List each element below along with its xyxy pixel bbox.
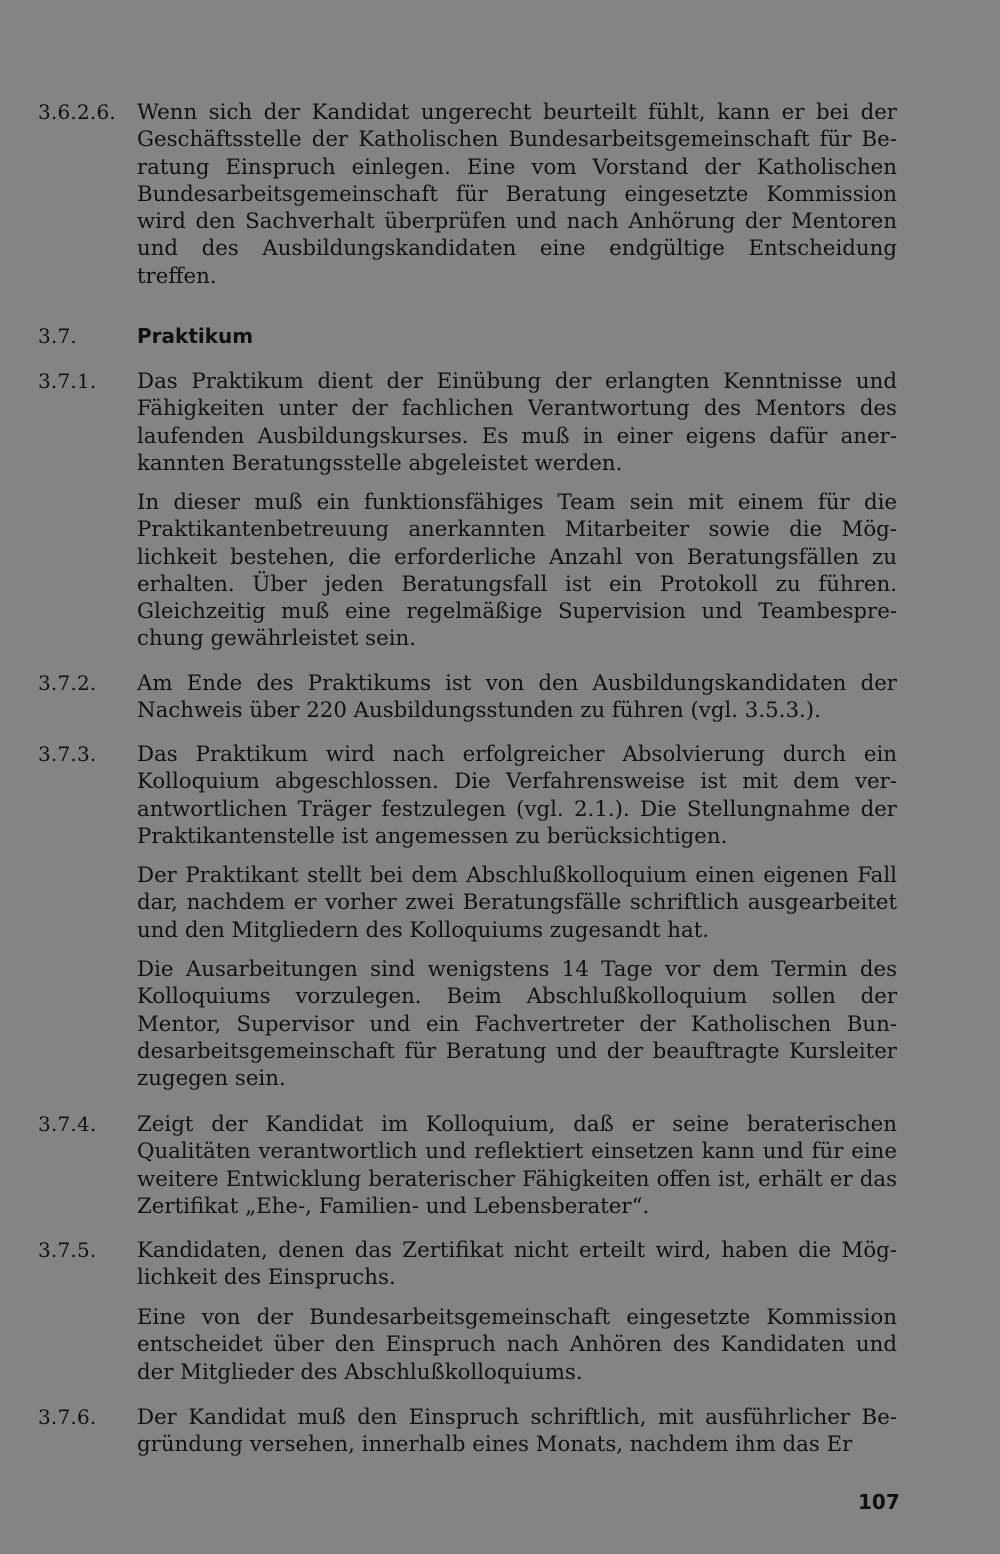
section-number: 3.6.2.6.: [38, 100, 116, 124]
section-number: 3.7.: [38, 324, 77, 348]
paragraph: Eine von der Bundesarbeitsgemeinschaft eingesetzte Kommission entscheidet über den Einspruch nach Anhören des Kandidaten und der Mitglieder des Abschlußkolloquiums.: [137, 1305, 897, 1385]
paragraph: In dieser muß ein funktionsfähiges Team sein mit einem für die Praktikantenbetreuung anerkannten Mitarbeiter sowie die Möglichkeit bestehen, die erforderliche Anzahl von Beratungsfällen zu erhalten. Über jeden Beratungsfall ist ein Protokoll zu führen. Gleichzeitig muß eine regelmäßige Supervision und Teambesprechung gewährleistet sein.: [137, 490, 897, 652]
paragraph: Der Praktikant stellt bei dem Abschlußkolloquium einen eigenen Fall dar, nachdem er vorher zwei Beratungsfälle schriftlich ausgearbeitet und den Mitgliedern des Kolloquiums zugesandt hat.: [137, 863, 897, 943]
section-number: 3.7.3.: [38, 742, 97, 766]
section-text: Wenn sich der Kandidat ungerecht beurteilt fühlt, kann er bei der Geschäftsstelle der Katholischen Bundesarbeitsgemeinschaft für Beratung Einspruch einlegen. Eine vom Vorstand der Katholischen Bundesarbeitsgemeinschaft für Beratung eingesetzte Kommission wird den Sachverhalt überprüfen und nach Anhörung der Mentoren und des Ausbildungskandidaten eine endgültige Entscheidung treffen.: [137, 100, 897, 289]
section-number: 3.7.2.: [38, 671, 97, 695]
section-title: Praktikum: [137, 324, 254, 348]
section-number: 3.7.4.: [38, 1112, 97, 1136]
paragraph: Kandidaten, denen das Zertifikat nicht erteilt wird, haben die Möglichkeit des Einspruchs.: [137, 1238, 897, 1291]
paragraph: Das Praktikum wird nach erfolgreicher Absolvierung durch ein Kolloquium abgeschlossen. Die Verfahrensweise ist mit dem verantwortlichen Träger festzulegen (vgl. 2.1.). Die Stellungnahme der Praktikantenstelle ist angemessen zu berücksichtigen.: [137, 742, 897, 849]
section-number: 3.7.5.: [38, 1238, 97, 1262]
section-text: Der Kandidat muß den Einspruch schriftlich, mit ausführlicher Begründung versehen, innerhalb eines Monats, nachdem ihm das Er: [137, 1405, 897, 1458]
paragraph: Das Praktikum dient der Einübung der erlangten Kenntnisse und Fähigkeiten unter der fachlichen Verantwortung des Mentors des laufenden Ausbildungskurses. Es muß in einer eigens dafür anerkannten Beratungsstelle abgeleistet werden.: [137, 369, 897, 476]
section-text: Zeigt der Kandidat im Kolloquium, daß er seine beraterischen Qualitäten verantwortlich und reflektiert einsetzen kann und für eine weitere Entwicklung beraterischer Fähigkeiten offen ist, erhält er das Zertifikat „Ehe-, Familien- und Lebensberater“.: [137, 1112, 897, 1219]
paragraph: Die Ausarbeitungen sind wenigstens 14 Tage vor dem Termin des Kolloquiums vorzulegen. Beim Abschlußkolloquium sollen der Mentor, Supervisor und ein Fachvertreter der Katholischen Bundesarbeitsgemeinschaft für Beratung und der beauftragte Kursleiter zugegen sein.: [137, 957, 897, 1092]
page-number: 107: [858, 1490, 900, 1514]
section-number: 3.7.6.: [38, 1405, 97, 1429]
section-number: 3.7.1.: [38, 369, 97, 393]
section-text: Am Ende des Praktikums ist von den Ausbildungskandidaten der Nachweis über 220 Ausbildungsstunden zu führen (vgl. 3.5.3.).: [137, 671, 897, 724]
